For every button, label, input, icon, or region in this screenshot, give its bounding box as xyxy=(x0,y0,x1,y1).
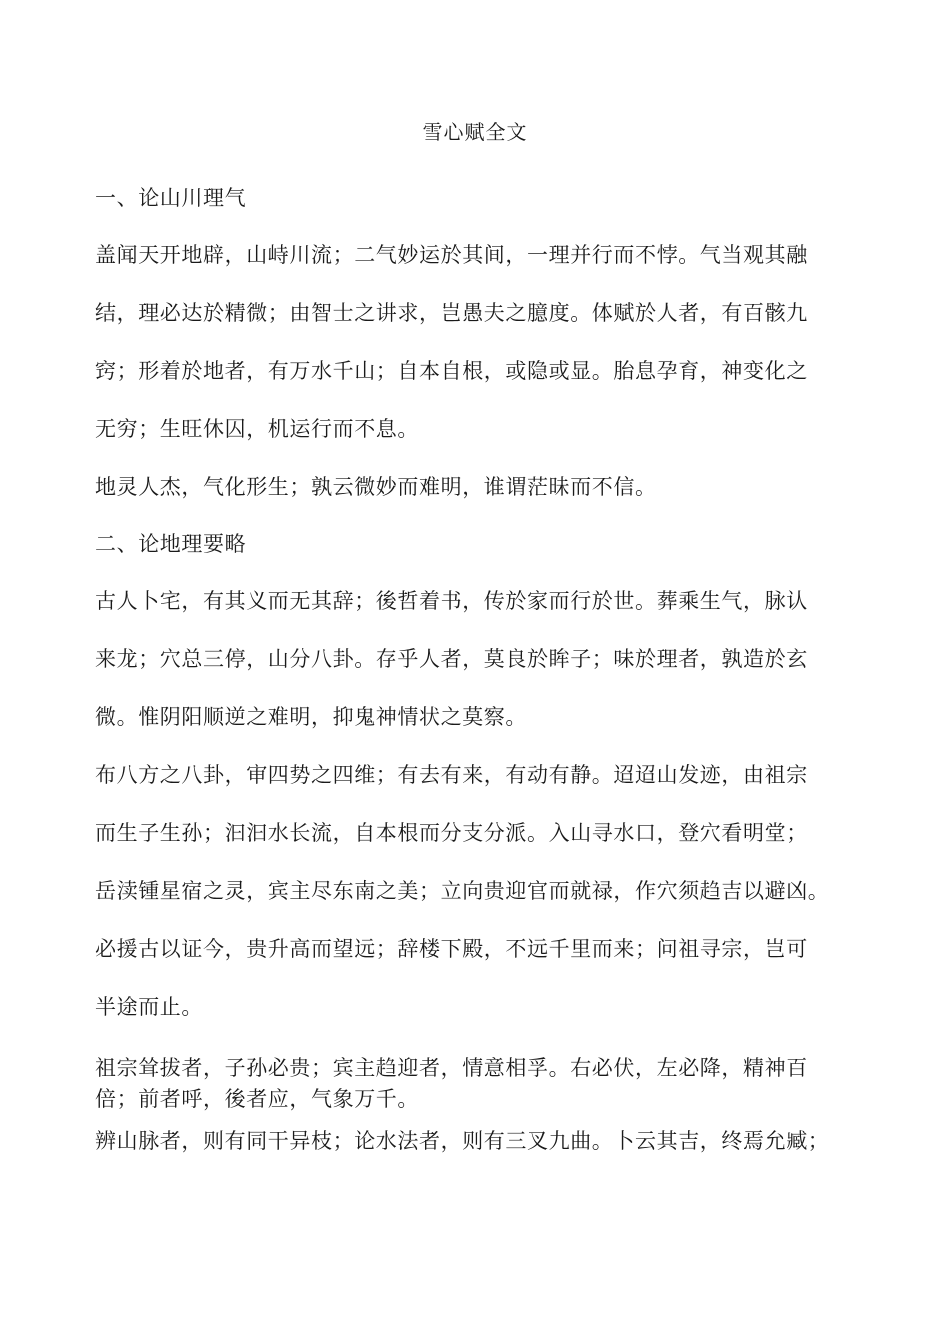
section-heading-1: 一、论山川理气 xyxy=(95,186,247,210)
paragraph-line: 无穷；生旺休囚，机运行而不息。 xyxy=(95,417,419,441)
paragraph-6 xyxy=(95,1126,855,1157)
paragraph-line: 必援古以证今，贵升高而望远；辞楼下殿，不远千里而来；问祖寻宗，岂可 xyxy=(95,937,808,961)
paragraph-line: 结，理必达於精微；由智士之讲求，岂愚夫之臆度。体赋於人者，有百骸九 xyxy=(95,301,808,325)
paragraph-line: 半途而止。 xyxy=(95,995,203,1019)
paragraph-line: 来龙；穴总三停，山分八卦。存乎人者，莫良於眸子；味於理者，孰造於玄 xyxy=(95,647,808,671)
paragraph-line: 布八方之八卦，审四势之四维；有去有来，有动有静。迢迢山发迹，由祖宗 xyxy=(95,763,808,787)
document-title: 雪心赋全文 xyxy=(422,120,528,144)
paragraph-2 xyxy=(95,458,855,516)
paragraph-3 xyxy=(95,572,855,746)
paragraph-1 xyxy=(95,226,855,458)
section-heading-2: 二、论地理要略 xyxy=(95,532,247,556)
paragraph-line: 倍；前者呼，後者应，气象万千。 xyxy=(95,1087,419,1111)
paragraph-5 xyxy=(95,1053,855,1115)
paragraph-line: 窍；形着於地者，有万水千山；自本自根，或隐或显。胎息孕育，神变化之 xyxy=(95,359,808,383)
paragraph-line: 地灵人杰，气化形生；孰云微妙而难明，谁谓茫昧而不信。 xyxy=(95,475,657,499)
paragraph-line: 祖宗耸拔者，子孙必贵；宾主趋迎者，情意相孚。右必伏，左必降，精神百 xyxy=(95,1056,808,1080)
paragraph-line: 而生子生孙；汩汩水长流，自本根而分支分派。入山寻水口，登穴看明堂； xyxy=(95,821,808,845)
paragraph-line: 古人卜宅，有其义而无其辞；後哲着书，传於家而行於世。葬乘生气，脉认 xyxy=(95,589,808,613)
paragraph-4 xyxy=(95,746,855,1036)
paragraph-line: 岳渎锺星宿之灵，宾主尽东南之美；立向贵迎官而就禄，作穴须趋吉以避凶。 xyxy=(95,879,830,903)
paragraph-line: 盖闻天开地辟，山峙川流；二气妙运於其间，一理并行而不悖。气当观其融 xyxy=(95,243,808,267)
paragraph-line: 微。惟阴阳顺逆之难明，抑鬼神情状之莫察。 xyxy=(95,705,527,729)
paragraph-line: 辨山脉者，则有同干异枝；论水法者，则有三叉九曲。卜云其吉，终焉允臧； xyxy=(95,1129,830,1153)
